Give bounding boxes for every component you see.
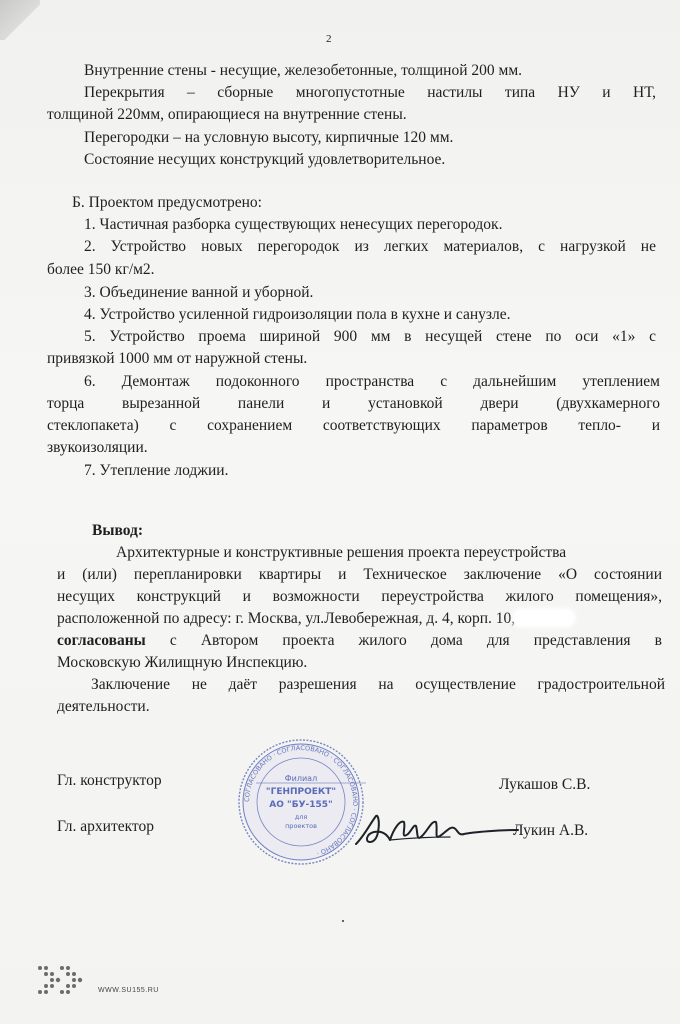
note-line1: Заключение не даёт разрешения на осуществление градостроительной (91, 676, 665, 693)
project-item-5-line2: привязкой 1000 мм от наружной стены. (47, 350, 308, 367)
chief-architect-name: Лукин А.В. (513, 822, 589, 839)
conclusion-line6: Московскую Жилищную Инспекцию. (57, 654, 308, 671)
address-text: расположенной по адресу: г. Москва, ул.Левобережная, д. 4, корп. 10, (57, 610, 516, 627)
conclusion-line5 (57, 632, 662, 650)
chief-architect-role: Гл. архитектор (57, 818, 155, 835)
stamp-ring-text: СОГЛАСОВАНО · СОГЛАСОВАНО · СОГЛАСОВАНО · СОГЛАСОВАНО · (242, 743, 360, 858)
project-item-1: 1. Частичная разборка существующих ненесущих перегородок. (84, 216, 503, 233)
project-item-5-line1: 5. Устройство проема шириной 900 мм в несущей стене по оси «1» с (84, 328, 656, 345)
folded-corner (0, 0, 40, 40)
stamp-line2: "ГЕНПРОЕКТ" (265, 787, 337, 797)
project-item-4: 4. Устройство усиленной гидроизоляции пола в кухне и санузле. (84, 306, 511, 323)
inner-walls-text: Внутренние стены - несущие, железобетонные, толщиной 200 мм. (84, 62, 523, 79)
footer-website: WWW.SU155.RU (98, 987, 159, 994)
project-item-6-line4: звукоизоляции. (47, 439, 148, 456)
agreed-bold-text: согласованы (57, 632, 146, 649)
stamp-line5: проектов (285, 822, 317, 830)
redacted-area (515, 611, 573, 625)
chief-designer-name: Лукашов С.В. (499, 776, 591, 793)
note-line2: деятельности. (57, 698, 150, 715)
project-heading: Б. Проектом предусмотрено: (72, 194, 262, 211)
conclusion-heading: Вывод: (92, 522, 144, 539)
partitions-text: Перегородки – на условную высоту, кирпичные 120 мм. (84, 129, 454, 146)
project-item-6-line3: стеклопакета) с сохранением соответствующих параметров тепло- и (47, 417, 660, 434)
paper-speck (342, 920, 344, 922)
project-item-2-line2: более 150 кг/м2. (47, 261, 155, 278)
project-item-6-line1: 6. Демонтаж подоконного пространства с дальнейшим утеплением (84, 373, 660, 390)
stamp-line3: АО "БУ-155" (269, 800, 333, 810)
conclusion-line2: и (или) перепланировки квартиры и Техническое заключение «О состоянии (57, 566, 662, 583)
conclusion-line5-rest: с Автором проекта жилого дома для представления в (145, 632, 662, 649)
su155-logo-icon (36, 964, 94, 998)
conclusion-line4 (57, 610, 573, 628)
approval-stamp (236, 737, 366, 867)
floors-text-line2: толщиной 220мм, опирающиеся на внутренние стены. (47, 106, 407, 123)
floors-text-line1: Перекрытия – сборные многопустотные настилы типа НУ и НТ, (84, 84, 656, 101)
project-item-6-line2: торца вырезанной панели и установкой двери (двухкамерного (47, 395, 660, 412)
stamp-line4: для (294, 813, 308, 821)
stamp-line1: Филиал (284, 774, 318, 783)
conclusion-line1: Архитектурные и конструктивные решения проекта переустройства (116, 544, 567, 561)
chief-designer-role: Гл. конструктор (57, 772, 162, 789)
project-item-7: 7. Утепление лоджии. (84, 462, 229, 479)
page-number: 2 (326, 33, 332, 45)
handwritten-signature (350, 806, 520, 856)
project-item-3: 3. Объединение ванной и уборной. (84, 284, 314, 301)
project-item-2-line1: 2. Устройство новых перегородок из легких материалов, с нагрузкой не (84, 238, 656, 255)
state-text: Состояние несущих конструкций удовлетворительное. (84, 151, 446, 168)
conclusion-line3: несущих конструкций и возможности переустройства жилого помещения», (57, 588, 662, 605)
